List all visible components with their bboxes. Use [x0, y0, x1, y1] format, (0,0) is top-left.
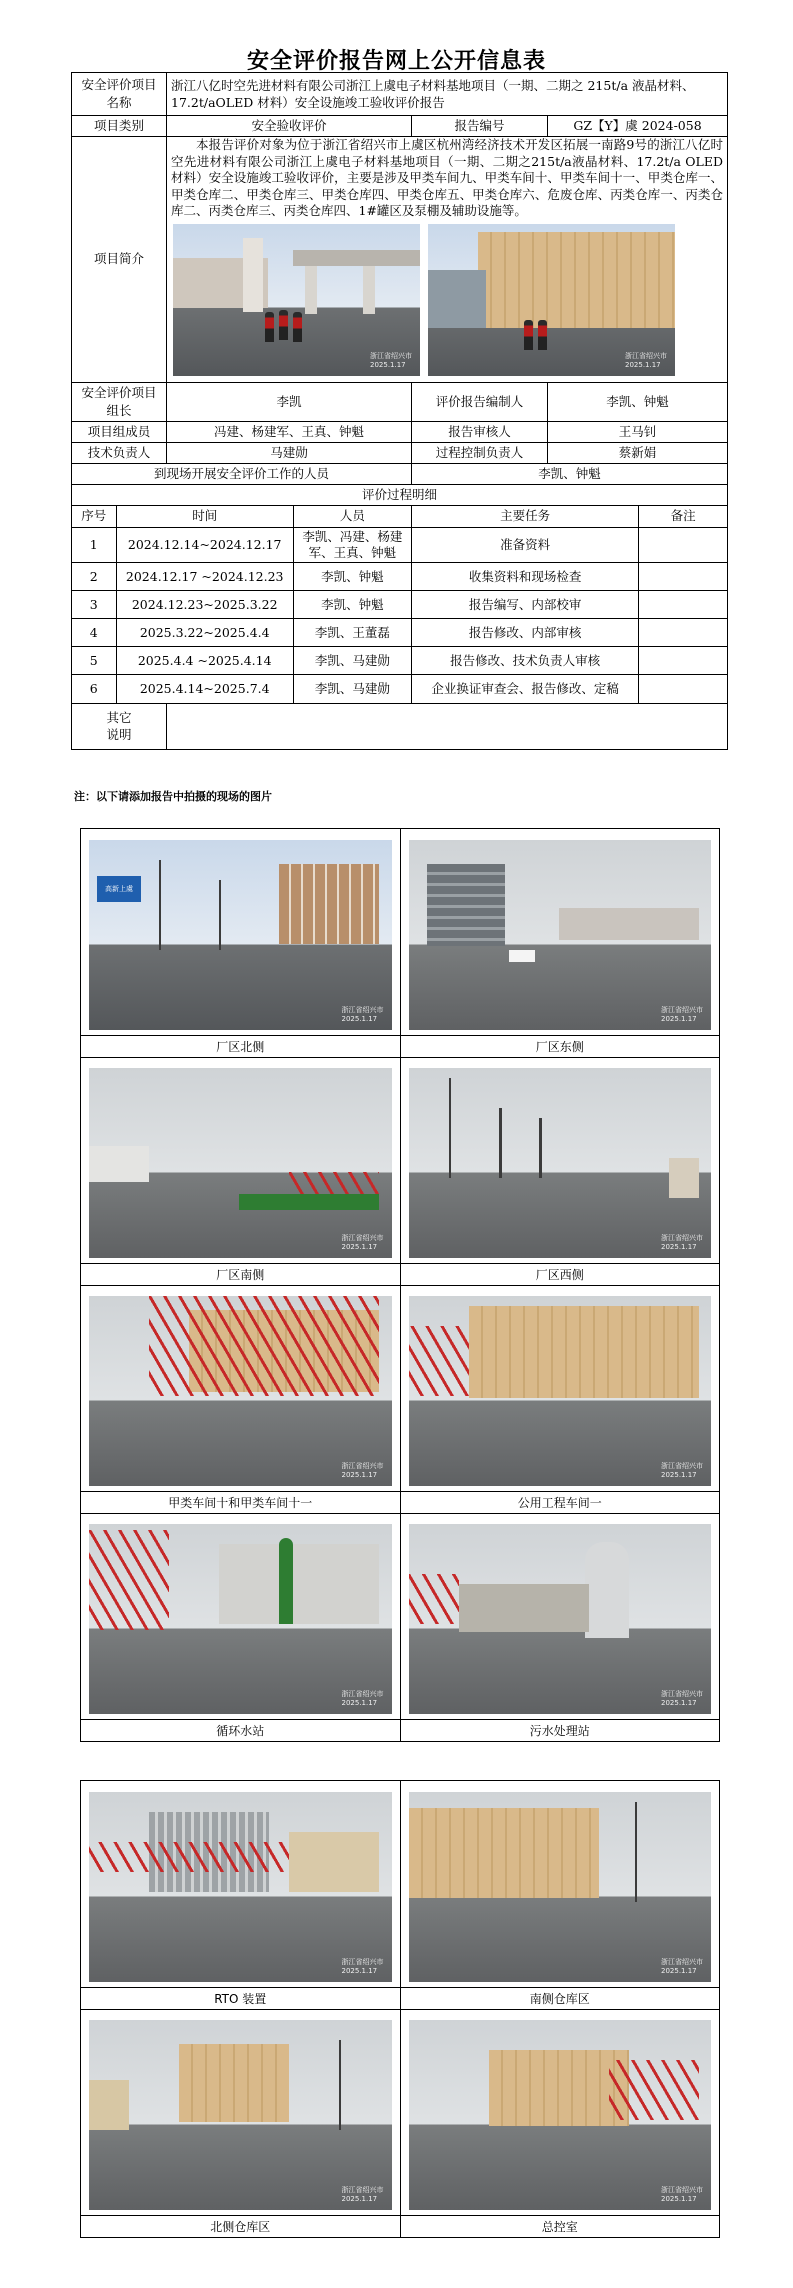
col-task-header: 主要任务 [412, 506, 639, 528]
report-no-label: 报告编号 [412, 116, 548, 137]
photo-south: 浙江省绍兴市 2025.1.17 [89, 1068, 392, 1258]
row-task: 报告修改、内部审核 [412, 619, 639, 647]
schedule-row [72, 675, 727, 703]
row-note [639, 563, 727, 591]
info-table [71, 72, 728, 750]
row-people: 李凯、马建勋 [293, 675, 411, 703]
photo-south-warehouse: 浙江省绍兴市 2025.1.17 [409, 1792, 712, 1982]
col-people-header: 人员 [293, 506, 411, 528]
gate-photo [173, 224, 420, 376]
row-no: 5 [72, 647, 116, 675]
photo-sewage: 浙江省绍兴市 2025.1.17 [409, 1524, 712, 1714]
row-note [639, 619, 727, 647]
photo-stamp: 浙江省绍兴市 2025.1.17 [625, 351, 667, 369]
row-task: 收集资料和现场检查 [412, 563, 639, 591]
row-no: 3 [72, 591, 116, 619]
row-no: 1 [72, 528, 116, 563]
detail-label: 评价过程明细 [72, 484, 728, 505]
category-value: 安全验收评价 [167, 116, 412, 137]
col-note-header: 备注 [639, 506, 727, 528]
photo-east: 浙江省绍兴市 2025.1.17 [409, 840, 712, 1030]
tech-value: 马建勋 [167, 442, 412, 463]
photo-north: 高新上虞 浙江省绍兴市 2025.1.17 [89, 840, 392, 1030]
schedule-row [72, 563, 727, 591]
photo-rto: 浙江省绍兴市 2025.1.17 [89, 1792, 392, 1982]
onsite-label: 到现场开展安全评价工作的人员 [72, 463, 412, 484]
row-time: 2025.4.4 ~2025.4.14 [116, 647, 293, 675]
caption-workshop: 甲类车间十和甲类车间十一 [81, 1491, 400, 1513]
row-note [639, 528, 727, 563]
caption-east: 厂区东侧 [400, 1035, 719, 1057]
row-no: 6 [72, 675, 116, 703]
photo-gallery-1 [80, 828, 720, 1742]
caption-north: 厂区北侧 [81, 1035, 400, 1057]
project-name: 浙江八亿时空先进材料有限公司浙江上虞电子材料基地项目（一期、二期之 215t/a 液晶材料、17.2t/aOLED 材料）安全设施竣工验收评价报告 [167, 73, 728, 116]
members-label: 项目组成员 [72, 421, 167, 442]
photo-note: 注：以下请添加报告中拍摄的现场的图片 [74, 790, 272, 803]
reviewer-value: 王马钊 [548, 421, 728, 442]
caption-west: 厂区西侧 [400, 1263, 719, 1285]
photo-gallery-2 [80, 1780, 720, 2238]
photo-stamp: 浙江省绍兴市 2025.1.17 [370, 351, 412, 369]
caption-control-room: 总控室 [400, 2215, 719, 2237]
photo-water: 浙江省绍兴市 2025.1.17 [89, 1524, 392, 1714]
photo-west: 浙江省绍兴市 2025.1.17 [409, 1068, 712, 1258]
col-time-header: 时间 [116, 506, 293, 528]
process-value: 蔡新娟 [548, 442, 728, 463]
intro-label: 项目简介 [72, 137, 167, 383]
report-no-value: GZ【Y】虞 2024-058 [548, 116, 728, 137]
row-time: 2024.12.23~2025.3.22 [116, 591, 293, 619]
row-no: 2 [72, 563, 116, 591]
caption-north-warehouse: 北侧仓库区 [81, 2215, 400, 2237]
page-title: 安全评价报告网上公开信息表 [246, 49, 546, 74]
project-name-label: 安全评价项目名称 [72, 73, 167, 116]
row-people: 李凯、钟魁 [293, 591, 411, 619]
tech-label: 技术负责人 [72, 442, 167, 463]
caption-rto: RTO 装置 [81, 1987, 400, 2009]
row-people: 李凯、钟魁 [293, 563, 411, 591]
caption-sewage: 污水处理站 [400, 1719, 719, 1741]
photo-utility: 浙江省绍兴市 2025.1.17 [409, 1296, 712, 1486]
row-note [639, 647, 727, 675]
members-value: 冯建、杨建军、王真、钟魁 [167, 421, 412, 442]
reviewer-label: 报告审核人 [412, 421, 548, 442]
row-time: 2025.4.14~2025.7.4 [116, 675, 293, 703]
writer-value: 李凯、钟魁 [548, 382, 728, 421]
workshop-photo [428, 224, 675, 376]
row-task: 准备资料 [412, 528, 639, 563]
col-no-header: 序号 [72, 506, 116, 528]
caption-south-warehouse: 南侧仓库区 [400, 1987, 719, 2009]
row-note [639, 591, 727, 619]
row-no: 4 [72, 619, 116, 647]
onsite-value: 李凯、钟魁 [412, 463, 728, 484]
row-time: 2025.3.22~2025.4.4 [116, 619, 293, 647]
photo-control-room: 浙江省绍兴市 2025.1.17 [409, 2020, 712, 2210]
schedule-row [72, 619, 727, 647]
schedule-row [72, 528, 727, 563]
row-people: 李凯、马建勋 [293, 647, 411, 675]
row-time: 2024.12.17 ~2024.12.23 [116, 563, 293, 591]
process-label: 过程控制负责人 [412, 442, 548, 463]
row-task: 报告编写、内部校审 [412, 591, 639, 619]
row-task: 企业换证审查会、报告修改、定稿 [412, 675, 639, 703]
row-time: 2024.12.14~2024.12.17 [116, 528, 293, 563]
row-people: 李凯、王董磊 [293, 619, 411, 647]
leader-value: 李凯 [167, 382, 412, 421]
schedule-row [72, 591, 727, 619]
caption-utility: 公用工程车间一 [400, 1491, 719, 1513]
caption-south: 厂区南侧 [81, 1263, 400, 1285]
leader-label: 安全评价项目组长 [72, 382, 167, 421]
schedule-table [72, 506, 727, 703]
schedule-row [72, 647, 727, 675]
category-label: 项目类别 [72, 116, 167, 137]
writer-label: 评价报告编制人 [412, 382, 548, 421]
photo-north-warehouse: 浙江省绍兴市 2025.1.17 [89, 2020, 392, 2210]
other-label: 其它说明 [72, 703, 167, 749]
row-task: 报告修改、技术负责人审核 [412, 647, 639, 675]
road-sign: 高新上虞 [97, 876, 141, 902]
row-people: 李凯、冯建、杨建军、王真、钟魁 [293, 528, 411, 563]
intro-photos [171, 220, 723, 382]
caption-water: 循环水站 [81, 1719, 400, 1741]
row-note [639, 675, 727, 703]
intro-text: 本报告评价对象为位于浙江省绍兴市上虞区杭州湾经济技术开发区拓展一南路9号的浙江八亿时空先进材料有限公司浙江上虞电子材料基地项目（一期、二期之215t/a液晶材料、17.2t/a OLED 材料）安全设施竣工验收评价，主要是涉及甲类车间九、甲类车间十、甲类车间十一、甲类仓库一、甲类仓库二、甲类仓库三、甲类仓库四、甲类仓库五、甲类仓库六、危废仓库、丙类仓库一、丙类仓库二、丙类仓库三、丙类仓库四、1#罐区及泵棚及辅助设施等。 [171, 137, 724, 218]
other-value [167, 703, 728, 749]
photo-workshop-10-11: 浙江省绍兴市 2025.1.17 [89, 1296, 392, 1486]
